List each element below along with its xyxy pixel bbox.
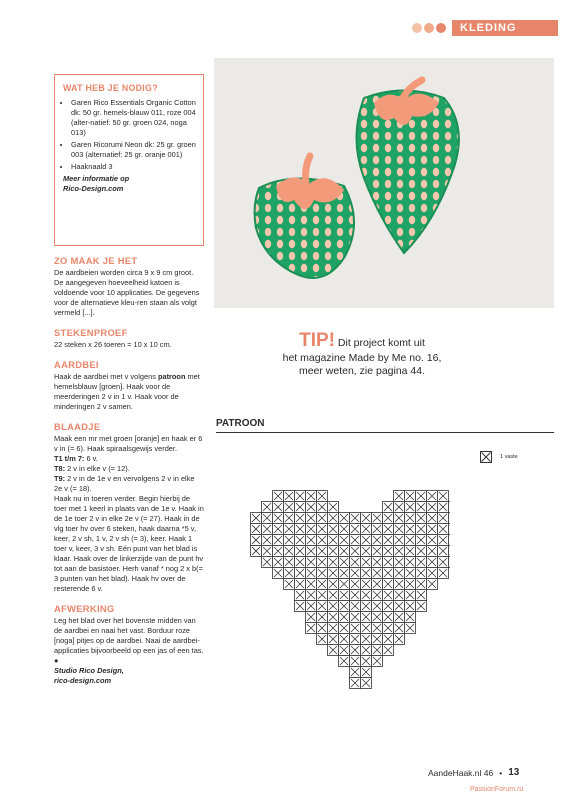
pattern-cell [339,634,350,645]
pattern-cell [350,557,361,568]
tip-text-2: het magazine Made by Me no. 16, [282,352,442,364]
blaadje-row [54,454,204,464]
pattern-cell [350,513,361,524]
pattern-cell [449,502,451,513]
tip-text-1: Dit project komt uit [335,337,425,349]
more-info-label: Meer informatie op [63,174,130,183]
watermark: PassionForum.ru [470,786,524,793]
pattern-cell [350,645,361,656]
afwerking-title: AFWERKING [54,603,115,614]
pattern-cell [394,557,405,568]
pattern-cell [306,579,317,590]
pattern-cell [438,535,449,546]
row-label: T9: [54,474,66,483]
pattern-cell [438,491,449,502]
pattern-cell [427,491,438,502]
pattern-cell [262,513,273,524]
pattern-cell [328,634,339,645]
tip-line-1 [262,330,462,352]
pattern-cell [306,568,317,579]
pattern-cell [273,568,284,579]
pattern-cell [361,634,372,645]
pattern-cell [405,601,416,612]
pattern-cell [416,579,427,590]
pattern-cell [262,502,273,513]
pattern-cell [328,590,339,601]
pattern-divider [216,432,554,433]
header-dot-3 [436,23,446,33]
header-dot-2 [424,23,434,33]
pattern-cell [317,557,328,568]
pattern-cell [372,623,383,634]
pattern-cell [328,557,339,568]
tip-text-3: meer weten, zie pagina 44. [298,365,426,377]
strawberry-illustration [214,58,554,308]
pattern-cell [383,568,394,579]
pattern-legend [480,451,518,463]
pattern-cell [405,579,416,590]
pattern-cell [361,546,372,557]
pattern-cell [328,568,339,579]
pattern-cell [383,623,394,634]
pattern-cell [427,568,438,579]
pattern-cell [372,579,383,590]
pattern-cell [405,590,416,601]
pattern-cell [328,601,339,612]
pattern-cell [383,645,394,656]
pattern-cell [350,546,361,557]
pattern-cell [328,579,339,590]
afwerking-text: Leg het blad over het bovenste midden van de aardbei en naai het vast. Borduur roze [noga] pitjes op de aardbei. Naai de aardbei-applicaties bijvoorbeeld op een jas of een tas. ● [54,616,204,665]
pattern-cell [317,590,328,601]
pattern-cell [284,557,295,568]
section-label: KLEDING [452,20,558,36]
aardbei-text-end: met hemelsblauw [groen]. Haak voor de meerderingen 2 v in 1 v. Haak voor de minderingen 2 v samen. [54,372,200,411]
pattern-cell [350,623,361,634]
blaadje-intro: Maak een mr met groen [oranje] en haak er 6 v in (= 6). Haak spiraalsgewijs verder. [54,434,203,453]
pattern-cell [295,590,306,601]
pattern-cell [394,634,405,645]
pattern-cell [306,513,317,524]
pattern-cell [317,535,328,546]
pattern-cell [416,524,427,535]
legend-label: 1 vaste [500,454,518,460]
pattern-cell [438,524,449,535]
pattern-cell [284,491,295,502]
pattern-cell [416,601,427,612]
pattern-cell [438,557,449,568]
pattern-cell [317,601,328,612]
pattern-cell [372,513,383,524]
pattern-cell [295,546,306,557]
pattern-cell [372,645,383,656]
pattern-cell [361,590,372,601]
pattern-cell [339,623,350,634]
pattern-cell [416,546,427,557]
pattern-cell [350,656,361,667]
section-header [412,20,558,36]
pattern-cell [394,623,405,634]
pattern-cell [361,623,372,634]
pattern-cell [427,524,438,535]
pattern-cell [449,557,451,568]
pattern-cell [361,513,372,524]
pattern-cell [317,612,328,623]
pattern-cell [284,568,295,579]
pattern-cell [295,579,306,590]
pattern-cell [405,502,416,513]
pattern-cell [284,513,295,524]
pattern-cell [306,623,317,634]
pattern-cell [383,546,394,557]
pattern-cell [339,513,350,524]
row-text: 2 v in elke v (= 12). [65,464,130,473]
pattern-cell [416,491,427,502]
pattern-cell [405,513,416,524]
pattern-cell [306,546,317,557]
aardbei-text-bold: patroon [157,372,186,381]
pattern-cell [394,502,405,513]
pattern-cell [339,612,350,623]
pattern-cell [383,535,394,546]
pattern-cell [273,524,284,535]
row-text: 6 v. [84,454,98,463]
pattern-cell [405,612,416,623]
pattern-cell [427,535,438,546]
pattern-cell [262,546,273,557]
pattern-cell [317,491,328,502]
pattern-cell [372,590,383,601]
pattern-cell [372,634,383,645]
pattern-cell [449,535,451,546]
pattern-cell [251,546,262,557]
pattern-cell [350,667,361,678]
legend-x-icon [480,451,492,463]
pattern-cell [306,524,317,535]
pattern-cell [284,502,295,513]
pattern-cell [273,502,284,513]
pattern-cell [438,546,449,557]
page-number: 13 [508,767,520,778]
pattern-cell [295,601,306,612]
pattern-cell [405,557,416,568]
pattern-cell [273,535,284,546]
pattern-cell [328,535,339,546]
pattern-cell [372,546,383,557]
pattern-cell [317,502,328,513]
pattern-cell [416,590,427,601]
pattern-cell [317,546,328,557]
pattern-cell [394,524,405,535]
pattern-cell [350,568,361,579]
pattern-cell [284,546,295,557]
pattern-cell [339,546,350,557]
pattern-cell [317,579,328,590]
pattern-cell [350,535,361,546]
pattern-cell [383,612,394,623]
pattern-cell [262,524,273,535]
left-column [54,74,204,686]
zo-maak-title: ZO MAAK JE HET [54,255,138,266]
pattern-cell [449,513,451,524]
pattern-cell [383,579,394,590]
pattern-cell [383,634,394,645]
pattern-cell [295,568,306,579]
pattern-cell [361,535,372,546]
pattern-cell [284,535,295,546]
pattern-cell [251,535,262,546]
pattern-cell [317,623,328,634]
pattern-cell [295,491,306,502]
pattern-cell [361,612,372,623]
pattern-cell [361,667,372,678]
pattern-cell [350,579,361,590]
pattern-cell [317,634,328,645]
pattern-cell [339,590,350,601]
pattern-cell [339,568,350,579]
pattern-cell [394,491,405,502]
pattern-grid [250,490,450,710]
pattern-cell [427,546,438,557]
pattern-cell [328,546,339,557]
pattern-cell [328,612,339,623]
pattern-cell [438,502,449,513]
pattern-cell [339,557,350,568]
materials-item: • Garen Ricorumi Neon dk: 25 gr. groen 003 (alternatief: 25 gr. oranje 001) [71,140,197,160]
blaadje-rest: Haak nu in toeren verder. Begin hierbij de toer met 1 keerl in plaats van de 1e v. Haak in de 1e toer 2 v in elke 2e v (= 27). Haak in de vlg toer hv over 6 steken, haak daarna *5 v, keer, 2 v sh, 1 v, 2 v sh (= 3), keer. Haak 1 toer v, keer, 3 v sh. Eén punt van het blad is klaar. Haak over de linkerzijde van de punt hv tot aan de basistoer. Herh vanaf * nog 2 x b(= 3 punten van het blad). Haak hv over de resterende 6 v. [54,494,204,593]
aardbei-title: AARDBEI [54,359,99,370]
pattern-cell [372,524,383,535]
pattern-cell [427,579,438,590]
pattern-cell [295,557,306,568]
aardbei-text-start: Haak de aardbei met v volgens [54,372,158,381]
pattern-cell [416,513,427,524]
pattern-cell [416,535,427,546]
pattern-cell [394,590,405,601]
pattern-cell [394,546,405,557]
strawberry-photo [214,58,554,308]
pattern-cell [361,579,372,590]
pattern-cell [361,568,372,579]
pattern-cell [372,601,383,612]
pattern-cell [372,535,383,546]
pattern-cell [405,568,416,579]
row-label: T8: [54,464,66,473]
pattern-cell [350,601,361,612]
pattern-cell [383,524,394,535]
pattern-cell [328,623,339,634]
pattern-cell [350,590,361,601]
blaadje-row [54,464,204,474]
pattern-cell [438,568,449,579]
pattern-cell [284,579,295,590]
pattern-cell [339,579,350,590]
pattern-cell [416,557,427,568]
pattern-cell [449,546,451,557]
pattern-cell [350,612,361,623]
pattern-cell [262,535,273,546]
footer-separator: • [499,767,503,778]
pattern-cell [306,601,317,612]
pattern-cell [383,513,394,524]
pattern-cell [394,579,405,590]
pattern-cell [317,568,328,579]
stekenproef-title: STEKENPROEF [54,327,128,338]
pattern-cell [306,590,317,601]
pattern-cell [339,601,350,612]
pattern-cell [372,656,383,667]
page-footer [428,767,519,778]
pattern-cell [372,568,383,579]
pattern-cell [361,601,372,612]
pattern-cell [306,612,317,623]
pattern-cell [339,535,350,546]
pattern-cell [383,557,394,568]
pattern-cell [361,557,372,568]
pattern-cell [306,535,317,546]
blaadje-title: BLAADJE [54,421,101,432]
pattern-cell [350,678,361,689]
credit-link[interactable]: rico-design.com [54,676,112,685]
pattern-cell [405,623,416,634]
pattern-cell [295,535,306,546]
pattern-cell [273,557,284,568]
pattern-cell [405,546,416,557]
pattern-cell [328,513,339,524]
pattern-cell [251,513,262,524]
strawberry-right [357,80,459,253]
pattern-cell [427,502,438,513]
pattern-cell [306,491,317,502]
pattern-cell [361,524,372,535]
pattern-cell [273,491,284,502]
tip-word: TIP! [299,330,335,351]
blaadje-row [54,474,204,494]
pattern-cell [328,502,339,513]
pattern-cell [295,513,306,524]
materials-list [63,98,197,172]
pattern-cell [361,645,372,656]
pattern-cell [394,601,405,612]
pattern-cell [394,612,405,623]
pattern-cell [317,513,328,524]
zo-maak-text: De aardbeien worden circa 9 x 9 cm groot. De aangegeven hoeveelheid katoen is voldoende voor 10 applicaties. De gegevens voor de alternatieve kleu-ren staan als volgt vermeld [...]. [54,268,200,317]
pattern-cell [350,524,361,535]
tip-block [262,330,462,378]
materials-item: • Garen Rico Essentials Organic Cotton dk: 50 gr. hemels-blauw 011, roze 004 (alter-natief: 50 gr. groen 024, noga 013) [71,98,197,138]
aardbei-text [54,372,204,412]
pattern-cell [405,524,416,535]
pattern-cell [416,568,427,579]
row-text: 2 v in de 1e v en vervolgens 2 v in elke 2e v (= 18). [54,474,195,493]
pattern-title: PATROON [216,418,265,429]
stekenproef-text: 22 steken x 26 toeren = 10 x 10 cm. [54,340,172,349]
strawberry-left [255,156,354,278]
pattern-cell [306,502,317,513]
pattern-cell [405,535,416,546]
pattern-cell [394,568,405,579]
pattern-cell [339,524,350,535]
pattern-cell [328,524,339,535]
pattern-cell [284,524,295,535]
pattern-cell [273,513,284,524]
pattern-cell [339,656,350,667]
pattern-cell [317,524,328,535]
pattern-cell [427,557,438,568]
pattern-cell [416,502,427,513]
pattern-cell [438,513,449,524]
pattern-cell [361,656,372,667]
pattern-cell [295,502,306,513]
row-label: T1 t/m 7: [54,454,85,463]
pattern-cell [361,678,372,689]
pattern-cell [405,491,416,502]
materials-item: • Haaknaald 3 [71,162,197,172]
materials-title: WAT HEB JE NODIG? [63,83,158,93]
pattern-cell [449,524,451,535]
pattern-cell [372,612,383,623]
pattern-cell [306,557,317,568]
pattern-cell [383,601,394,612]
pattern-cell [394,513,405,524]
magazine-name: AandeHaak.nl 46 [428,767,494,778]
pattern-cell [328,645,339,656]
header-dot-1 [412,23,422,33]
pattern-cell [350,634,361,645]
pattern-cell [273,546,284,557]
pattern-cell [394,535,405,546]
credit-name: Studio Rico Design, [54,666,124,675]
more-info-link[interactable]: Rico-Design.com [63,184,124,193]
pattern-cell [262,557,273,568]
pattern-cell [383,590,394,601]
pattern-cell [372,557,383,568]
pattern-cell [339,645,350,656]
pattern-cell [251,524,262,535]
materials-box [54,74,204,246]
pattern-cell [295,524,306,535]
pattern-cell [427,513,438,524]
pattern-cell [383,502,394,513]
